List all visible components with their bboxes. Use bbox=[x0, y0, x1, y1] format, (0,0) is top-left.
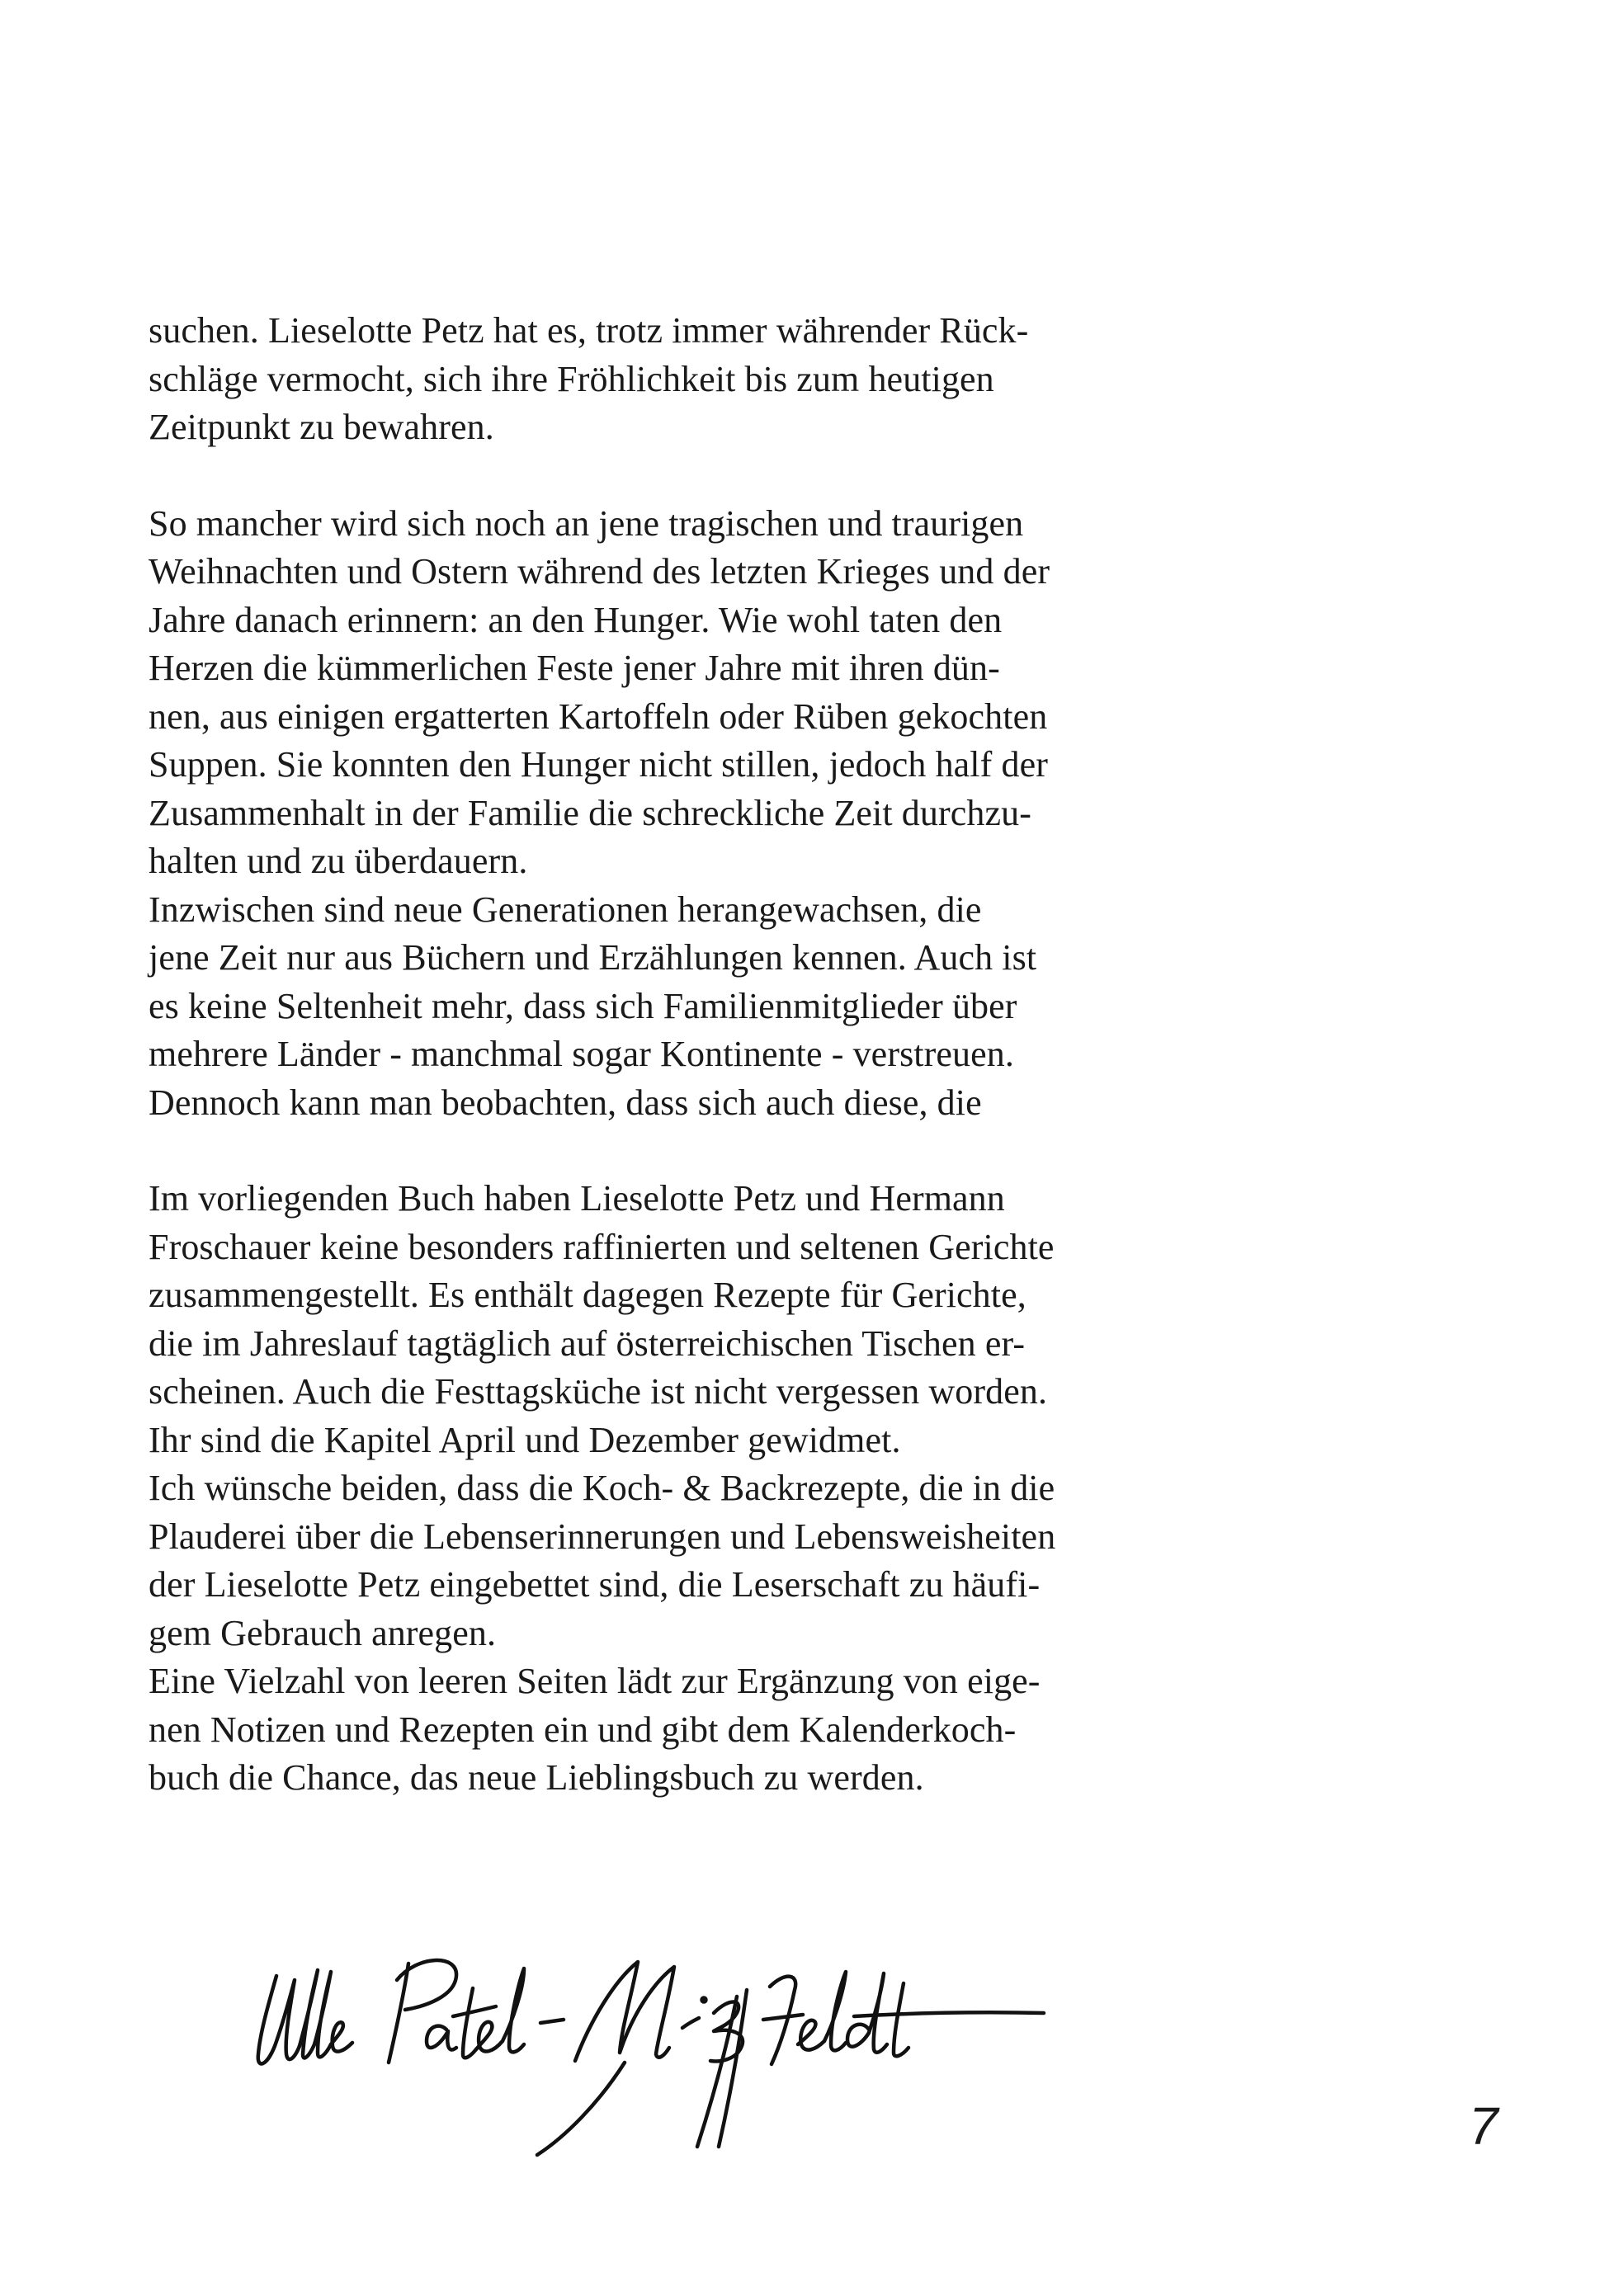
text-line: nen, aus einigen ergatterten Kartoffeln oder Rüben gekochten bbox=[149, 695, 1048, 737]
paragraph-2 bbox=[149, 500, 1139, 1128]
text-line: jene Zeit nur aus Büchern und Erzählungen kennen. Auch ist bbox=[149, 937, 1037, 978]
text-line: nen Notizen und Rezepten ein und gibt dem Kalenderkoch- bbox=[149, 1709, 1017, 1750]
text-line: Zeitpunkt zu bewahren. bbox=[149, 407, 494, 447]
paragraph-spacer bbox=[149, 1127, 1139, 1175]
text-line: mehrere Länder - manchmal sogar Kontinente - verstreuen. bbox=[149, 1034, 1014, 1074]
text-line: Plauderei über die Lebenserinnerungen und Lebensweisheiten bbox=[149, 1516, 1056, 1557]
text-line: zusammengestellt. Es enthält dagegen Rezepte für Gerichte, bbox=[149, 1275, 1026, 1315]
text-line: Zusammenhalt in der Familie die schreckliche Zeit durchzu- bbox=[149, 792, 1031, 833]
text-line: Im vorliegenden Buch haben Lieselotte Petz und Hermann bbox=[149, 1178, 1005, 1219]
paragraph-1 bbox=[149, 307, 1139, 452]
text-line: So mancher wird sich noch an jene tragischen und traurigen bbox=[149, 502, 1024, 544]
text-line: Eine Vielzahl von leeren Seiten lädt zur Ergänzung von eige- bbox=[149, 1661, 1041, 1701]
text-line: der Lieselotte Petz eingebettet sind, die Leserschaft zu häufi- bbox=[149, 1564, 1041, 1605]
page-number: 7 bbox=[1469, 2096, 1498, 2156]
text-line: Froschauer keine besonders raffinierten und seltenen Gerichte bbox=[149, 1226, 1055, 1267]
text-line: halten und zu überdauern. bbox=[149, 841, 528, 881]
text-line: gem Gebrauch anregen. bbox=[149, 1612, 497, 1653]
text-line: die im Jahreslauf tagtäglich auf österreichischen Tischen er- bbox=[149, 1322, 1026, 1364]
text-line: Ich wünsche beiden, dass die Koch- & Backrezepte, die in die bbox=[149, 1468, 1055, 1508]
paragraph-3 bbox=[149, 1175, 1139, 1803]
text-line: Ihr sind die Kapitel April und Dezember gewidmet. bbox=[149, 1419, 901, 1460]
text-line: es keine Seltenheit mehr, dass sich Familienmitglieder über bbox=[149, 985, 1017, 1026]
handwritten-signature bbox=[252, 1931, 1060, 2162]
text-line: Suppen. Sie konnten den Hunger nicht stillen, jedoch half der bbox=[149, 744, 1048, 785]
paragraph-spacer bbox=[149, 452, 1139, 500]
text-line: Inzwischen sind neue Generationen herangewachsen, die bbox=[149, 889, 982, 930]
body-text bbox=[149, 307, 1139, 1803]
text-line: Jahre danach erinnern: an den Hunger. Wie wohl taten den bbox=[149, 599, 1003, 640]
text-line: Weihnachten und Ostern während des letzten Krieges und der bbox=[149, 551, 1050, 592]
text-line: buch die Chance, das neue Lieblingsbuch zu werden. bbox=[149, 1757, 924, 1798]
text-line: schläge vermocht, sich ihre Fröhlichkeit bis zum heutigen bbox=[149, 358, 994, 399]
text-line: Herzen die kümmerlichen Feste jener Jahre mit ihren dün- bbox=[149, 648, 1000, 688]
text-line: Dennoch kann man beobachten, dass sich auch diese, die bbox=[149, 1082, 982, 1123]
text-line: suchen. Lieselotte Petz hat es, trotz immer währender Rück- bbox=[149, 310, 1029, 351]
text-line: scheinen. Auch die Festtagsküche ist nicht vergessen worden. bbox=[149, 1371, 1048, 1412]
